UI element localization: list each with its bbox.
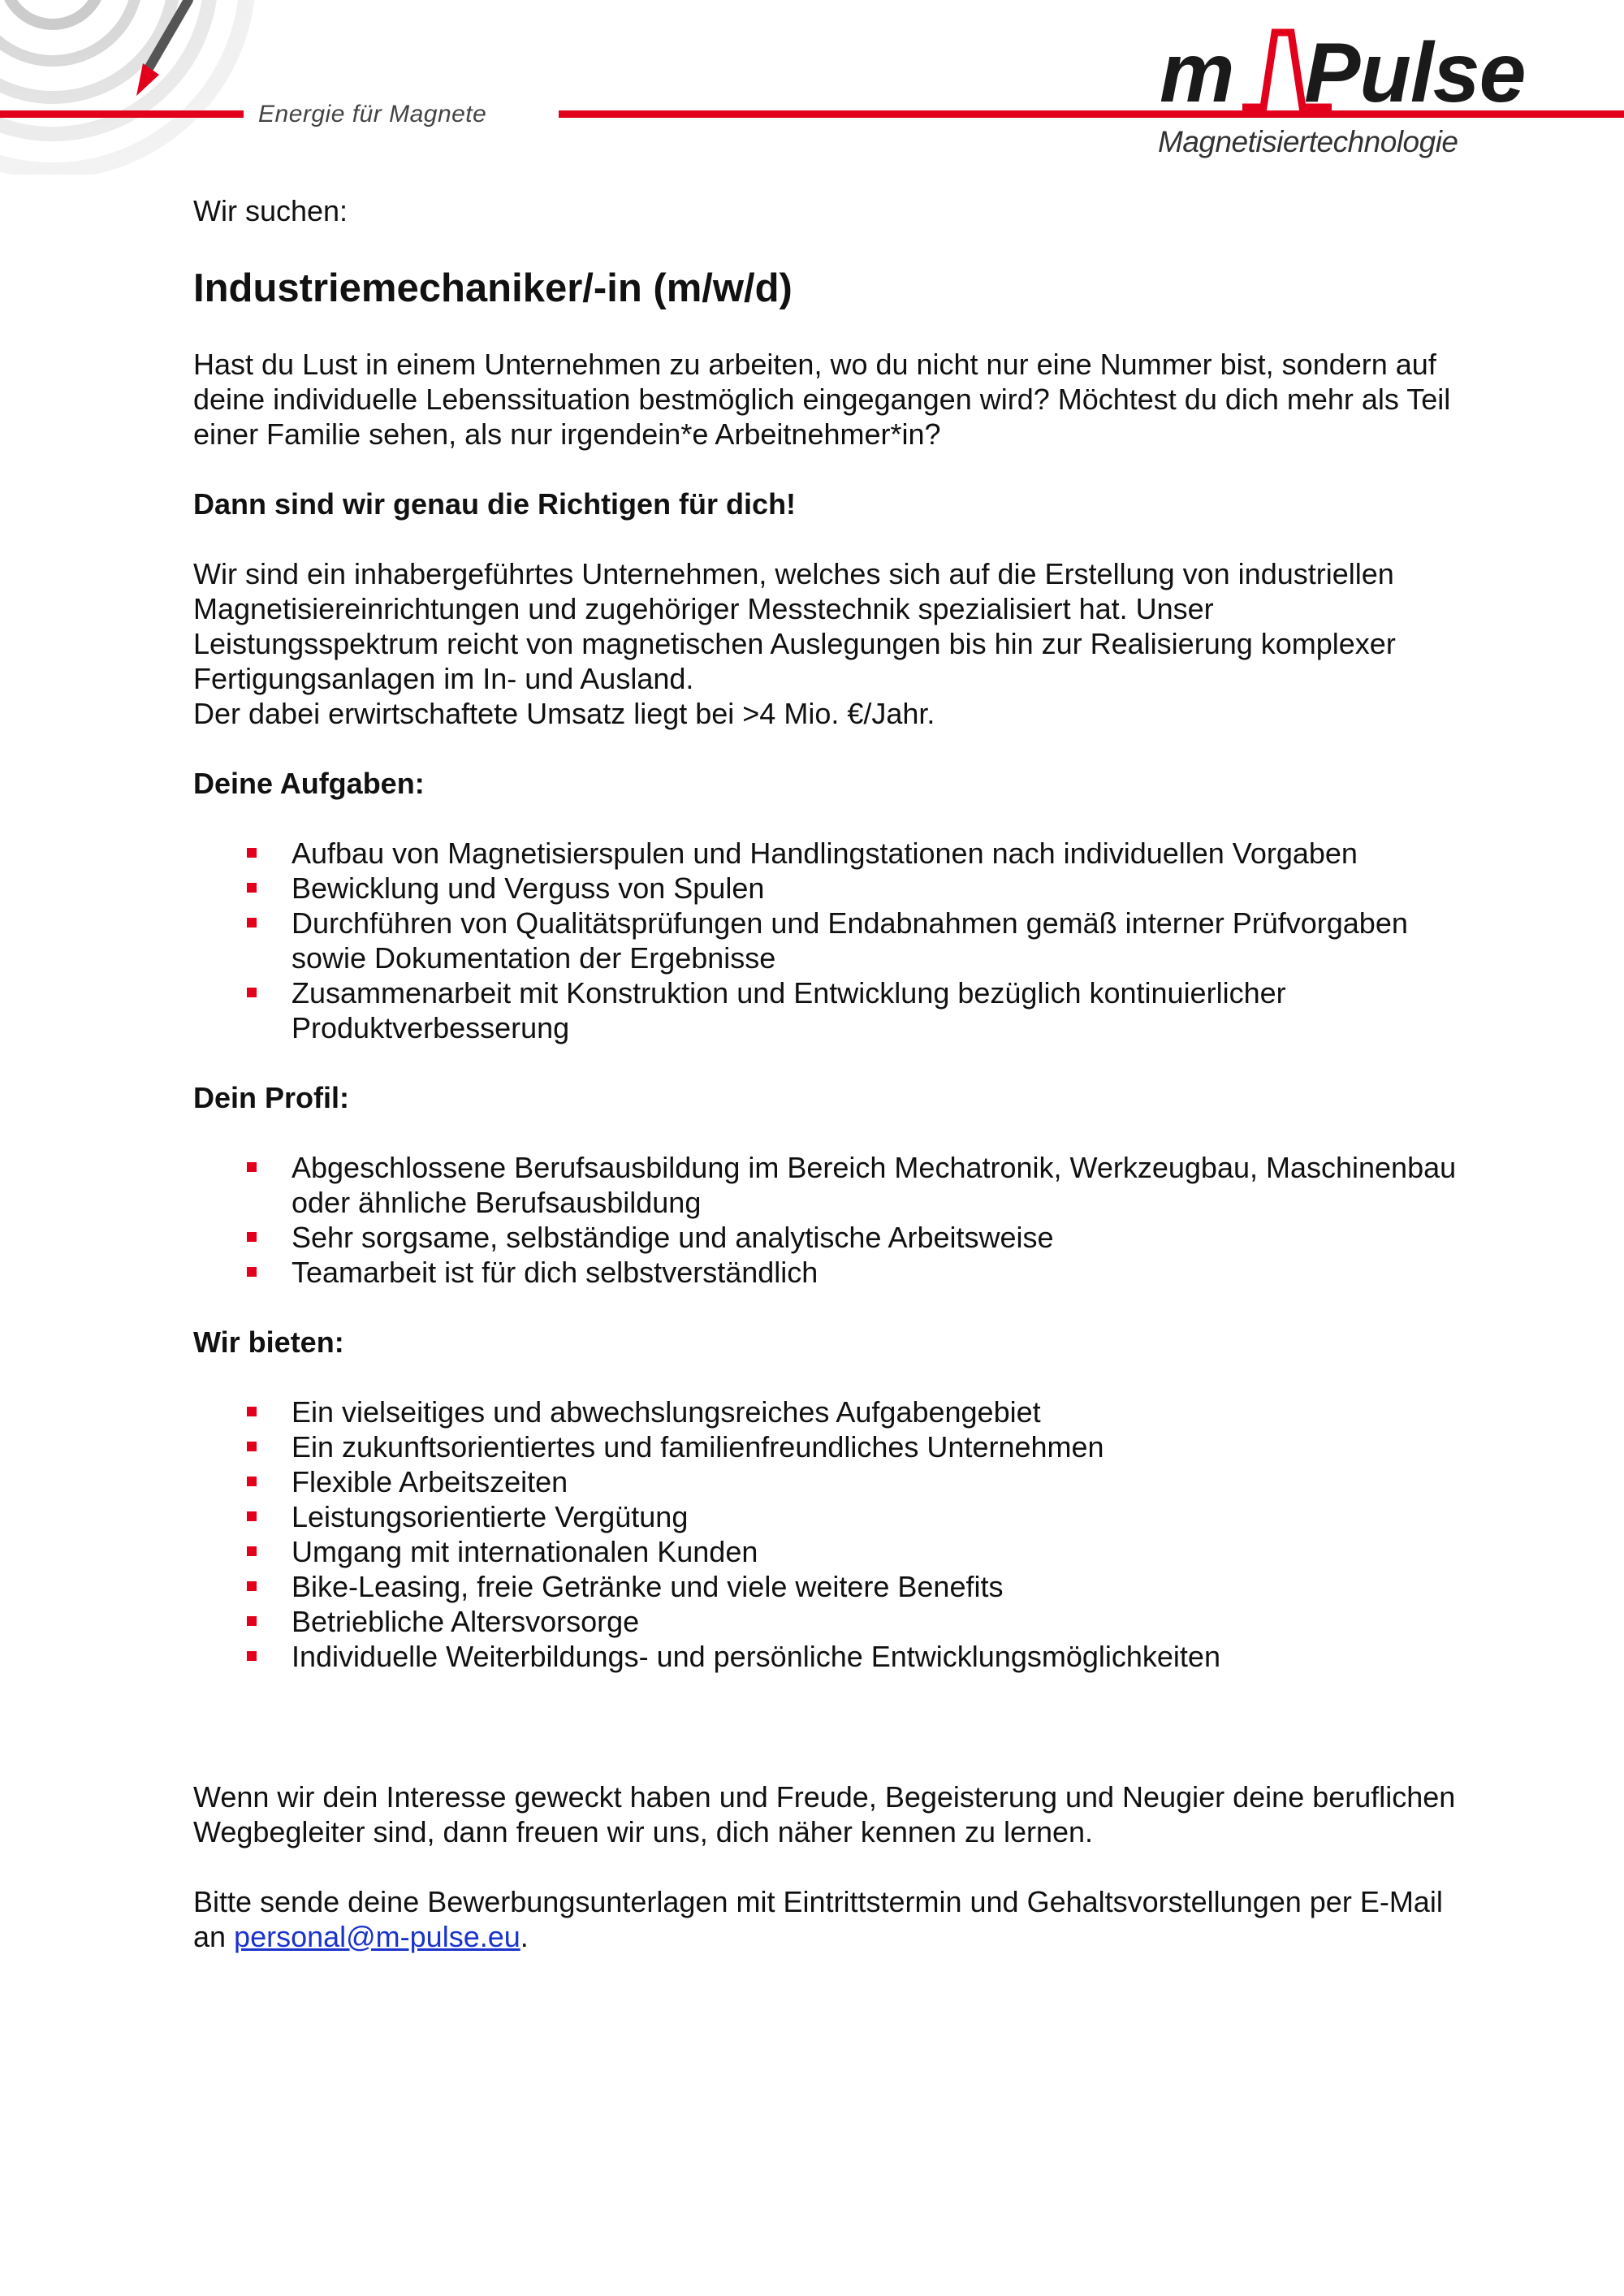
bullet-square-icon (247, 1267, 257, 1277)
apply-paragraph (193, 1884, 1460, 1954)
tasks-list (193, 836, 1460, 1045)
page-header (0, 0, 1624, 175)
list-item-text: Leistungsorientierte Vergütung (292, 1500, 689, 1533)
header-tagline: Energie für Magnete (258, 101, 487, 128)
bullet-square-icon (247, 1407, 257, 1416)
list-item (193, 1604, 1460, 1639)
offer-list (193, 1394, 1460, 1674)
list-item (193, 1220, 1460, 1255)
list-item-text: Ein zukunftsorientiertes und familienfreundliches Unternehmen (292, 1430, 1104, 1464)
list-item (193, 975, 1460, 1045)
list-item (193, 1429, 1460, 1464)
list-item-text: Umgang mit internationalen Kunden (292, 1535, 758, 1568)
profile-list (193, 1150, 1460, 1290)
bullet-square-icon (247, 988, 257, 997)
list-item-text: Ein vielseitiges und abwechslungsreiches Aufgabengebiet (292, 1395, 1041, 1429)
lead-paragraph: Hast du Lust in einem Unternehmen zu arbeiten, wo du nicht nur eine Nummer bist, sondern auf deine individuelle Lebenssituation bestmöglich eingegangen wird? Möchtest du dich mehr als Teil einer Familie sehen, als nur irgendein*e Arbeitnehmer*in? (193, 348, 1451, 451)
list-item-text: Individuelle Weiterbildungs- und persönliche Entwicklungsmöglichkeiten (292, 1640, 1220, 1673)
list-item (193, 1639, 1460, 1674)
bullet-square-icon (247, 1616, 257, 1626)
list-item-text: Flexible Arbeitszeiten (292, 1465, 568, 1498)
list-item-text: Sehr sorgsame, selbständige und analytische Arbeitsweise (292, 1221, 1054, 1254)
header-red-line-left (0, 110, 244, 118)
job-title: Industriemechaniker/-in (m/w/d) (193, 266, 793, 310)
list-item-text: Zusammenarbeit mit Konstruktion und Entwicklung bezüglich kontinuierlicher Produktverbesserung (292, 976, 1286, 1044)
list-item (193, 1499, 1460, 1534)
list-item (193, 1464, 1460, 1499)
profile-heading: Dein Profil: (193, 1081, 350, 1114)
list-item (193, 1150, 1460, 1220)
list-item-text: Abgeschlossene Berufsausbildung im Bereich Mechatronik, Werkzeugbau, Maschinenbau oder ähnliche Berufsausbildung (292, 1151, 1457, 1219)
logo-word-pulse: Pulse (1304, 26, 1526, 120)
list-item (193, 836, 1460, 871)
list-item (193, 1569, 1460, 1604)
bullet-square-icon (247, 1651, 257, 1661)
list-item (193, 1255, 1460, 1290)
bullet-square-icon (247, 1162, 257, 1172)
logo-letter-m: m (1160, 26, 1235, 120)
list-item (193, 871, 1460, 906)
apply-text: Bitte sende deine Bewerbungsunterlagen mit Eintrittstermin und Gehaltsvorstellungen per E-Mail an (193, 1885, 1443, 1953)
offer-heading: Wir bieten: (193, 1325, 344, 1359)
list-item-text: Bewicklung und Verguss von Spulen (292, 871, 765, 905)
closing-paragraph: Wenn wir dein Interesse geweckt haben und Freude, Begeisterung und Neugier deine beruflichen Wegbegleiter sind, dann freuen wir uns, dich näher kennen zu lernen. (193, 1780, 1456, 1848)
bullet-square-icon (247, 883, 257, 893)
company-paragraph: Wir sind ein inhabergeführtes Unternehmen, welches sich auf die Erstellung von industriellen Magnetisiereinrichtungen und zugehöriger Messtechnik spezialisiert hat. Unser Leistungsspektrum reicht von magnetischen Auslegungen bis hin zur Realisierung komplexer Fertigungsanlagen im In- und Ausland. (193, 557, 1396, 695)
logo-subtitle: Magnetisiertechnologie (1158, 125, 1458, 158)
bullet-square-icon (247, 1442, 257, 1451)
list-item (193, 1534, 1460, 1569)
list-item-text: Aufbau von Magnetisierspulen und Handlingstationen nach individuellen Vorgaben (292, 837, 1358, 870)
list-item-text: Durchführen von Qualitätsprüfungen und Endabnahmen gemäß interner Prüfvorgaben sowie Dokumentation der Ergebnisse (292, 906, 1408, 975)
bullet-square-icon (247, 848, 257, 858)
list-item (193, 1394, 1460, 1429)
revenue-text: Der dabei erwirtschaftete Umsatz liegt bei >4 Mio. €/Jahr. (193, 697, 935, 730)
email-link[interactable]: personal@m-pulse.eu (234, 1920, 520, 1953)
bullet-square-icon (247, 1546, 257, 1556)
list-item-text: Teamarbeit ist für dich selbstverständlich (292, 1256, 818, 1289)
apply-end: . (520, 1920, 529, 1953)
job-posting (193, 188, 1460, 1954)
bullet-square-icon (247, 1477, 257, 1486)
bullet-square-icon (247, 1232, 257, 1242)
bullet-square-icon (247, 1581, 257, 1591)
bullet-square-icon (247, 1511, 257, 1521)
list-item-text: Betriebliche Altersvorsorge (292, 1605, 640, 1638)
list-item (193, 906, 1460, 975)
intro-text: Wir suchen: (193, 194, 348, 227)
bullet-square-icon (247, 918, 257, 927)
list-item-text: Bike-Leasing, freie Getränke und viele weitere Benefits (292, 1570, 1004, 1603)
hook-text: Dann sind wir genau die Richtigen für dich! (193, 487, 797, 521)
tasks-heading: Deine Aufgaben: (193, 767, 425, 800)
